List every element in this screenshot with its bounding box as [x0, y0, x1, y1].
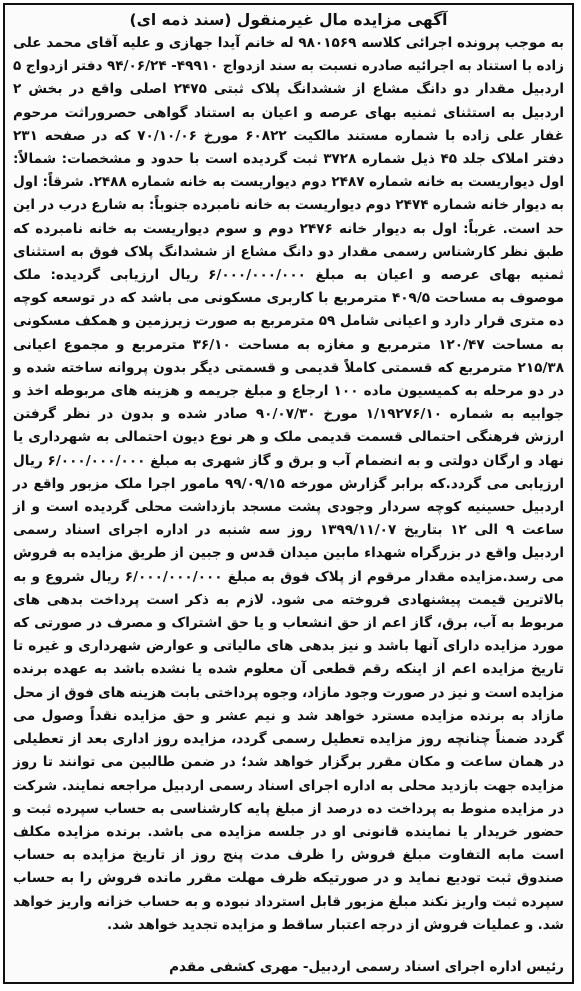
notice-body: به موجب پرونده اجرائی کلاسه ۹۸۰۱۵۶۹ له خانم آیدا جهازی و علیه آقای محمد علی زاده با استناد به اجرائیه صادره نسبت به سند ازدواج ۴۹۹۱۰- ۹۴/۰۶/۲۴ دفتر ازدواج ۵ اردبیل مقدار دو دانگ مشاع از ششدانگ پلاک ثبتی ۲۴۷۵ اصلی واقع در بخش ۲ اردبیل به استثنای ثمنیه بهای عرصه و اعیان به استناد گواهی حصروراثت مرحوم غفار علی زاده با شماره مستند مالکیت ۶۰۸۲۲ مورخ ۷۰/۱۰/۰۶ که در صفحه ۲۳۱ دفتر املاک جلد ۴۵ ذیل شماره ۳۷۲۸ ثبت گردیده است با حدود و مشخصات: شمالاً: اول دیواریست به خانه شماره ۲۴۸۷ دوم دیواریست به خانه شماره ۲۴۸۸. شرقاً: اول به دیوار خانه شماره ۲۴۷۴ دوم دیواریست به خانه نامبرده جنوباً: به شارع درب در این حد است. غرباً: اول به دیوار خانه ۲۴۷۶ دوم و سوم دیواریست به خانه نامبرده که طبق نظر کارشناس رسمی مقدار دو دانگ مشاع از ششدانگ پلاک فوق به استثنای ثمنیه بهای عرصه و اعیان به مبلغ ۶/۰۰۰/۰۰۰/۰۰۰ ریال ارزیابی گردیده: ملک موصوف به مساحت ۴۰۹/۵ مترمربع با کاربری مسکونی می باشد که در توسعه کوچه ده متری قرار دارد و اعیانی شامل ۵۹ مترمربع به صورت زیرزمین و همکف مسکونی به مساحت ۱۲۰/۴۷ مترمربع و مغازه به مساحت ۳۶/۱۰ مترمربع و مجموع اعیانی ۲۱۵/۳۸ مترمربع که قسمتی کاملاً قدیمی و قسمتی دیگر بدون پروانه ساخته شده و در دو مرحله به کمیسیون ماده ۱۰۰ ارجاع و مبلغ جریمه و هزینه های مربوطه اخذ و جوابیه به شماره ۱/۱۹۲۷۶/۱۰ مورخ ۹۰/۰۷/۳۰ صادر شده و بدون در نظر گرفتن ارزش فرهنگی احتمالی قسمت قدیمی ملک و هر نوع دیون احتمالی به شهرداری یا نهاد و ارگان دولتی و به انضمام آب و برق و گاز شهری به مبلغ ۶/۰۰۰/۰۰۰/۰۰۰ ریال ارزیابی می گردد.که برابر گزارش مورخه ۹۹/۰۹/۱۵ مامور اجرا ملک مزبور واقع در اردبیل حسینیه کوچه سردار وجودی پشت مسجد بازداشت محلی گردیده است و از ساعت ۹ الی ۱۲ بتاریخ ۱۳۹۹/۱۱/۰۷ روز سه شنبه در اداره اجرای اسناد رسمی اردبیل واقع در بزرگراه شهداء مابین میدان قدس و جبین از طریق مزایده به فروش می رسد.مزایده مقدار مرقوم از پلاک فوق به مبلغ ۶/۰۰۰/۰۰۰/۰۰۰ ریال شروع و به بالاترین قیمت پیشنهادی فروخته می شود. لازم به ذکر است پرداخت بدهی های مربوط به آب، برق، گاز اعم از حق انشعاب و یا حق اشتراک و مصرف در صورتی که مورد مزایده دارای آنها باشد و نیز بدهی های مالیاتی و عوارض شهرداری و غیره تا تاریخ مزایده اعم از اینکه رقم قطعی آن معلوم شده یا نشده باشد به عهده برنده مزایده است و نیز در صورت وجود مازاد، وجوه پرداختی بابت هزینه های فوق از محل مازاد به برنده مزایده مسترد خواهد شد و نیم عشر و حق مزایده نقداً وصول می گردد ضمناً چنانچه روز مزایده تعطیل رسمی گردد، مزایده روز اداری بعد از تعطیلی در همان ساعت و مکان مقرر برگزار خواهد شد؛ در ضمن طالبین می توانند تا روز مزایده جهت بازدید محلی به اداره اجرای اسناد رسمی اردبیل مراجعه نمایند. شرکت در مزایده منوط به پرداخت ده درصد از مبلغ پایه کارشناسی به حساب سپرده ثبت و حضور خریدار یا نماینده قانونی او در جلسه مزایده می باشد. برنده مزایده مکلف است مابه التفاوت مبلغ فروش را ظرف مدت پنج روز از تاریخ مزایده به حساب صندوق ثبت تودیع نماید و در صورتیکه ظرف مهلت مقرر مانده فروش را به حساب سپرده ثبت واریز نکند مبلغ مزبور قابل استرداد نبوده و به حساب خزانه واریز خواهد شد. و عملیات فروش از درجه اعتبار ساقط و مزایده تجدید خواهد شد. [13, 35, 565, 933]
notice-signature: رئیس اداره اجرای اسناد رسمی اردبیل- مهری کشفی مقدم [169, 959, 564, 975]
notice-frame [3, 3, 574, 984]
notice-title: آگهی مزایده مال غیرمنقول (سند ذمه ای) [129, 11, 448, 29]
